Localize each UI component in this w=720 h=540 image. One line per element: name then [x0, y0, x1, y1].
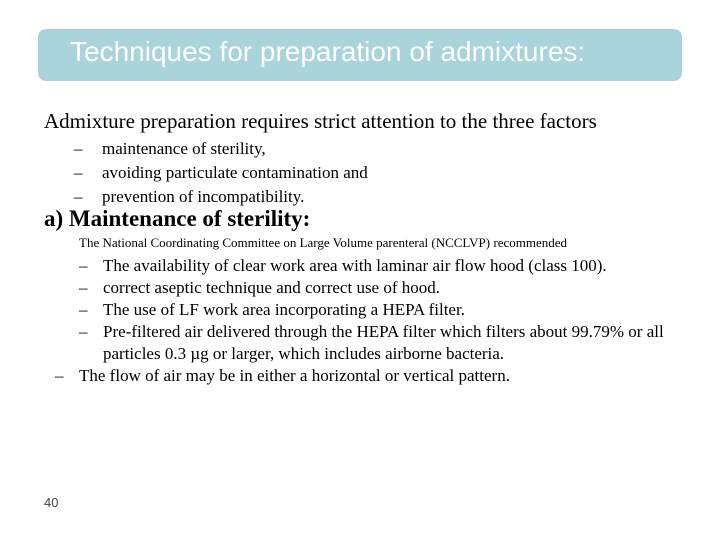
dash-bullet: – [74, 163, 83, 182]
intro-text: Admixture preparation requires strict attention to the three factors [44, 109, 597, 133]
slide-title: Techniques for preparation of admixtures: [70, 36, 586, 67]
list-item: – avoiding particulate contamination and [74, 161, 368, 185]
list-item: – correct aseptic technique and correct use of hood. [79, 278, 441, 297]
section-heading: a) Maintenance of sterility: [44, 206, 311, 231]
dash-bullet: – [79, 278, 88, 297]
recommendations-list [55, 255, 699, 387]
list-item: – The use of LF work area incorporating a HEPA filter. [79, 300, 465, 319]
list-item: – Pre-filtered air delivered through the HEPA filter which filters about 99.79% or all particles 0.3 µg or larger, which includes airborne bacteria. [79, 322, 664, 363]
dash-bullet: – [74, 139, 83, 158]
factors-list [74, 137, 368, 209]
list-item: – The availability of clear work area with laminar air flow hood (class 100). [79, 256, 607, 275]
dash-bullet: – [55, 366, 64, 385]
dash-bullet: – [79, 256, 88, 275]
page-number: 40 [44, 495, 59, 510]
list-item: – prevention of incompatibility. [74, 185, 368, 209]
list-item: – The flow of air may be in either a horizontal or vertical pattern. [55, 366, 510, 385]
dash-bullet: – [79, 300, 88, 319]
ncclvp-note: The National Coordinating Committee on Large Volume parenteral (NCCLVP) recommended [79, 235, 567, 250]
list-item: – maintenance of sterility, [74, 137, 368, 161]
dash-bullet: – [79, 322, 88, 341]
dash-bullet: – [74, 187, 83, 206]
